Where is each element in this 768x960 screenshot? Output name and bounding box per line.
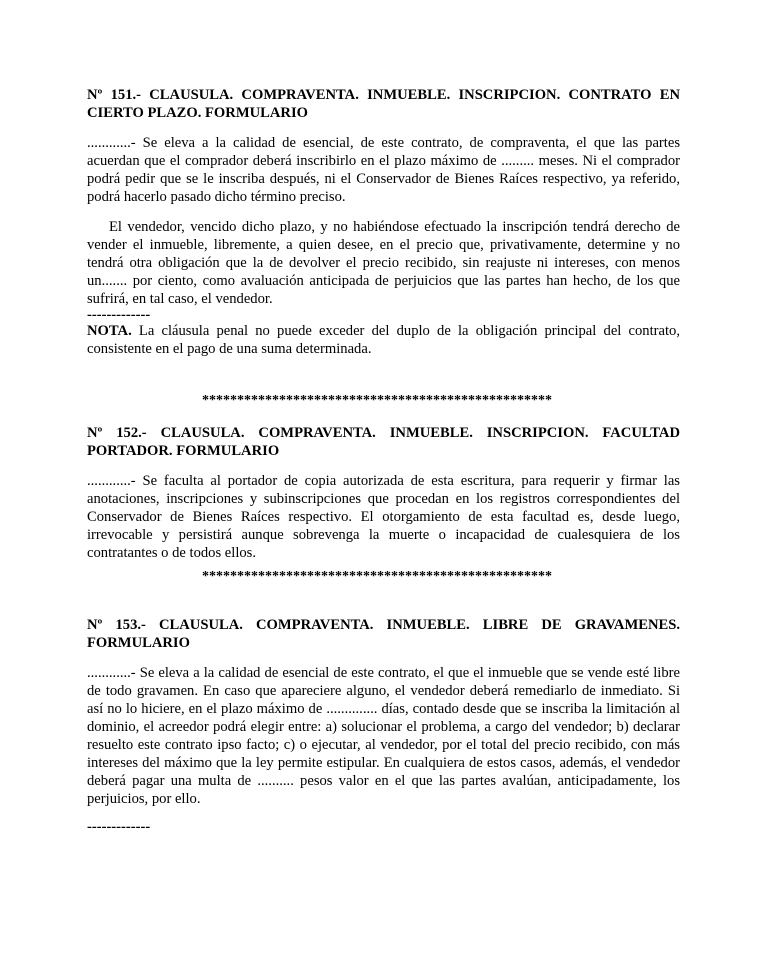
clause-152-paragraph-1: ............- Se faculta al portador de copia autorizada de esta escritura, para requerir y firmar las anotaciones, inscripciones y subinscripciones que procedan en los registros correspondientes del Conservador de Bienes Raíces respectivo. El otorgamiento de esta facultad es, desde luego, irrevocable y persistirá aunque sobrevenga la muerte o incapacidad de cualesquiera de los contratantes o de todos ellos.: [87, 473, 680, 561]
clause-151-heading: Nº 151.- CLAUSULA. COMPRAVENTA. INMUEBLE. INSCRIPCION. CONTRATO EN CIERTO PLAZO. FORMULARIO: [87, 87, 680, 121]
clause-153-heading: Nº 153.- CLAUSULA. COMPRAVENTA. INMUEBLE. LIBRE DE GRAVAMENES. FORMULARIO: [87, 617, 680, 651]
nota-text: La cláusula penal no puede exceder del duplo de la obligación principal del contrato, consistente en el pago de una suma determinada.: [87, 323, 680, 357]
clause-152-heading: Nº 152.- CLAUSULA. COMPRAVENTA. INMUEBLE. INSCRIPCION. FACULTAD PORTADOR. FORMULARIO: [87, 425, 680, 459]
separator-stars-1: **************************************************: [202, 393, 552, 408]
separator-stars-2: **************************************************: [202, 569, 552, 584]
clause-151-paragraph-2: El vendedor, vencido dicho plazo, y no habiéndose efectuado la inscripción tendrá derecho de vender el inmueble, libremente, a quien desee, en el precio que, privativamente, determine y no tendrá otra obligación que la de devolver el precio recibido, sin reajuste ni intereses, con menos un....... por ciento, como avaluación anticipada de perjuicios que las partes han hecho, de los que sufrirá, en tal caso, el vendedor.: [87, 219, 680, 307]
document-page: [87, 86, 680, 834]
clause-153-paragraph-1: ............- Se eleva a la calidad de esencial de este contrato, el que el inmueble que se vende esté libre de todo gravamen. En caso que apareciere alguno, el vendedor deberá remediarlo de inmediato. Si así no lo hiciere, en el plazo máximo de .............. días, contado desde que se inscriba la limitación al dominio, el acreedor podrá elegir entre: a) solucionar el problema, a cargo del vendedor; b) declarar resuelto este contrato ipso facto; c) o ejecutar, al vendedor, por el total del precio recibido, con más intereses del máximo que la ley permite estipular. En cualquiera de estos casos, además, el vendedor deberá pagar una multa de .......... pesos valor en el que las partes avalúan, anticipadamente, los perjuicios, por ello.: [87, 665, 680, 807]
clause-151-nota: [87, 322, 680, 358]
clause-151-paragraph-1: ............- Se eleva a la calidad de esencial, de este contrato, de compraventa, el que las partes acuerdan que el comprador deberá inscribirlo en el plazo máximo de ......... meses. Ni el comprador podrá pedir que se le inscriba después, ni el Conservador de Bienes Raíces respectivo, ya referido, podrá hacerlo pasado dicho término preciso.: [87, 135, 680, 205]
clause-151-rule: -------------: [87, 307, 151, 323]
nota-label: NOTA.: [87, 323, 132, 339]
clause-153-rule: -------------: [87, 819, 151, 835]
